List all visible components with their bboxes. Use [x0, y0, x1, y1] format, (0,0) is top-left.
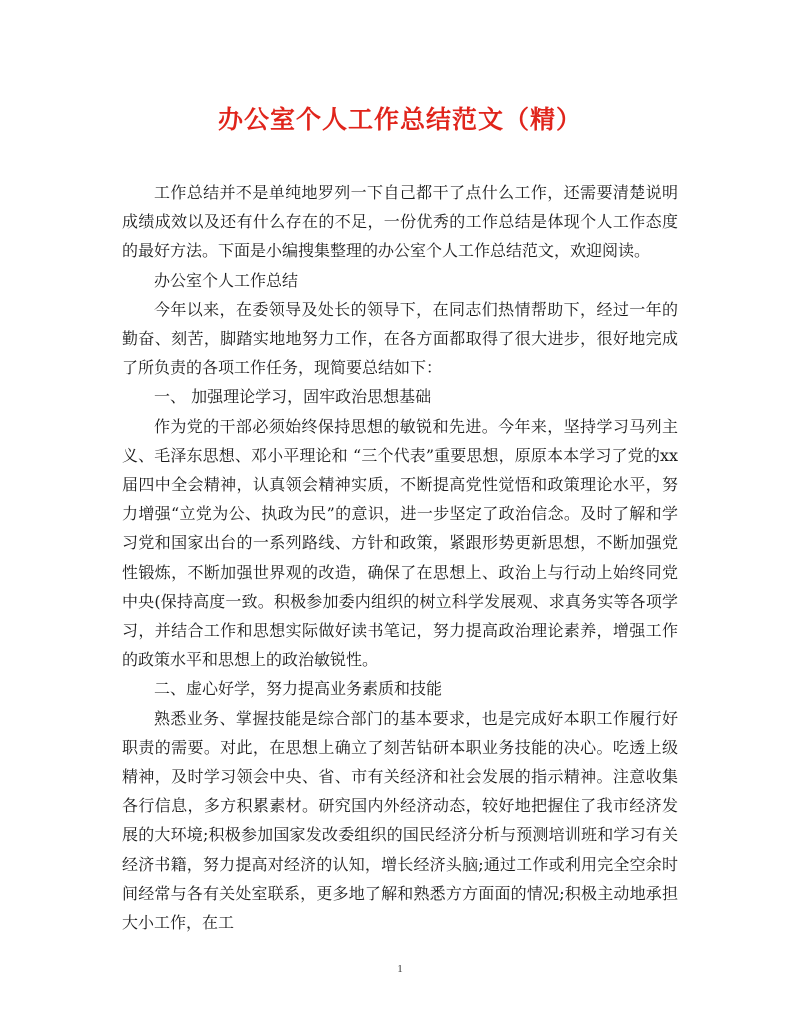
- section-heading-1: 一、 加强理论学习，固牢政治思想基础: [154, 387, 432, 407]
- page-number: 1: [397, 963, 403, 975]
- body-paragraph: 作为党的干部必须始终保持思想的敏锐和先进。今年来，坚持学习马列主义、毛泽东思想、邓小平理论和 “三个代表”重要思想，原原本本学习了党的xx届四中全会精神，认真领会精神实质，不断提高党性觉悟和政策理论水平，努力增强“立党为公、执政为民”的意识，进一步坚定了政治信念。及时了解和学习党和国家出台的一系列路线、方针和政策，紧跟形势更新思想，不断加强党性锻炼，不断加强世界观的改造，确保了在思想上、政治上与行动上始终同党中央(保持高度一致。积极参加委内组织的树立科学发展观、求真务实等各项学习，并结合工作和思想实际做好读书笔记，努力提高政治理论素养，增强工作的政策水平和思想上的政治敏锐性。: [122, 416, 678, 670]
- document-title: 办公室个人工作总结范文（精）: [217, 105, 582, 134]
- body-paragraph: 熟悉业务、掌握技能是综合部门的基本要求，也是完成好本职工作履行好职责的需要。对此，在思想上确立了刻苦钻研本职业务技能的决心。吃透上级精神，及时学习领会中央、省、市有关经济和社会发展的指示精神。注意收集各行信息，多方积累素材。研究国内外经济动态，较好地把握住了我市经济发展的大环境;积极参加国家发改委组织的国民经济分析与预测培训班和学习有关经济书籍，努力提高对经济的认知，增长经济头脑;通过工作或利用完全空余时间经常与各有关处室联系，更多地了解和熟悉方方面面的情况;积极主动地承担大小工作，在工: [122, 708, 678, 933]
- body-paragraph: 今年以来，在委领导及处长的领导下，在同志们热情帮助下，经过一年的勤奋、刻苦，脚踏实地地努力工作，在各方面都取得了很大进步，很好地完成了所负责的各项工作任务，现简要总结如下：: [122, 299, 678, 378]
- document-body: [122, 178, 678, 937]
- section-heading-2: 二、虚心好学，努力提高业务素质和技能: [154, 679, 443, 699]
- intro-paragraph: 工作总结并不是单纯地罗列一下自己都干了点什么工作，还需要清楚说明成绩成效以及还有什么存在的不足，一份优秀的工作总结是体现个人工作态度的最好方法。下面是小编搜集整理的办公室个人工作总结范文，欢迎阅读。: [122, 183, 678, 261]
- section-heading: 办公室个人工作总结: [154, 270, 299, 290]
